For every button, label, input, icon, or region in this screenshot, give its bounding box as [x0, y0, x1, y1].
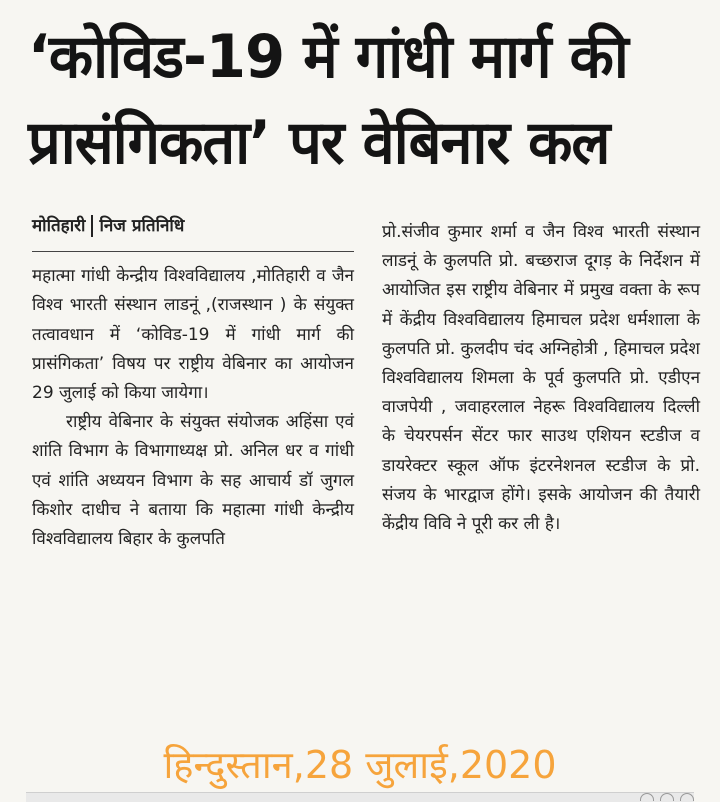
byline-place: मोतिहारी [32, 216, 86, 236]
headline [28, 14, 671, 186]
article-column-left [32, 212, 354, 554]
page-curl-icon [680, 793, 694, 801]
page-curl-icon [660, 793, 674, 801]
article-column-right [382, 218, 700, 539]
article-paragraph-1: महात्मा गांधी केन्द्रीय विश्वविद्यालय ,मोतिहारी व जैन विश्व भारती संस्थान लाडनूं ,(राजस्थान ) के संयुक्त तत्वावधान में ‘कोविड-19 में गांधी मार्ग की प्रासंगिकता’ विषय पर राष्ट्रीय वेबिनार का आयोजन 29 जुलाई को किया जायेगा। [32, 266, 354, 404]
headline-line-2: प्रासंगिकता’ पर वेबिनार कल [28, 108, 610, 178]
article-paragraph-2: राष्ट्रीय वेबिनार के संयुक्त संयोजक अहिंसा एवं शांति विभाग के विभागाध्यक्ष प्रो. अनिल धर व गांधी एवं शांति अध्ययन विभाग के सह आचार्य डॉ जुगल किशोर दाधीच ने बताया कि महात्मा गांधी केन्द्रीय विश्वविद्यालय बिहार के कुलपति [32, 412, 354, 550]
source-caption: हिन्दुस्तान,28 जुलाई,2020 [163, 743, 557, 787]
page-curl-icon [640, 793, 654, 801]
article-paragraph-3: प्रो.संजीव कुमार शर्मा व जैन विश्व भारती संस्थान लाडनूं के कुलपति प्रो. बच्छराज दूगड़ के निर्देशन में आयोजित इस राष्ट्रीय वेबिनार में प्रमुख वक्ता के रूप में केंद्रीय विश्वविद्यालय हिमाचल प्रदेश धर्मशाला के कुलपति प्रो. कुलदीप चंद अग्निहोत्री , हिमाचल प्रदेश विश्वविद्यालय शिमला के पूर्व कुलपति प्रो. एडीएन वाजपेयी , जवाहरलाल नेहरू विश्वविद्यालय दिल्ली के चेयरपर्सन सेंटर फार साउथ एशियन स्टडीज व डायरेक्टर स्कूल ऑफ इंटरनेशनल स्टडीज के प्रो. संजय के भारद्वाज होंगे। इसके आयोजन की तैयारी केंद्रीय विवि ने पूरी कर ली है। [382, 222, 700, 535]
byline [32, 212, 354, 252]
headline-line-1: ‘कोविड-19 में गांधी मार्ग की [28, 22, 628, 92]
byline-separator [91, 215, 93, 237]
byline-reporter: निज प्रतिनिधि [99, 216, 185, 236]
